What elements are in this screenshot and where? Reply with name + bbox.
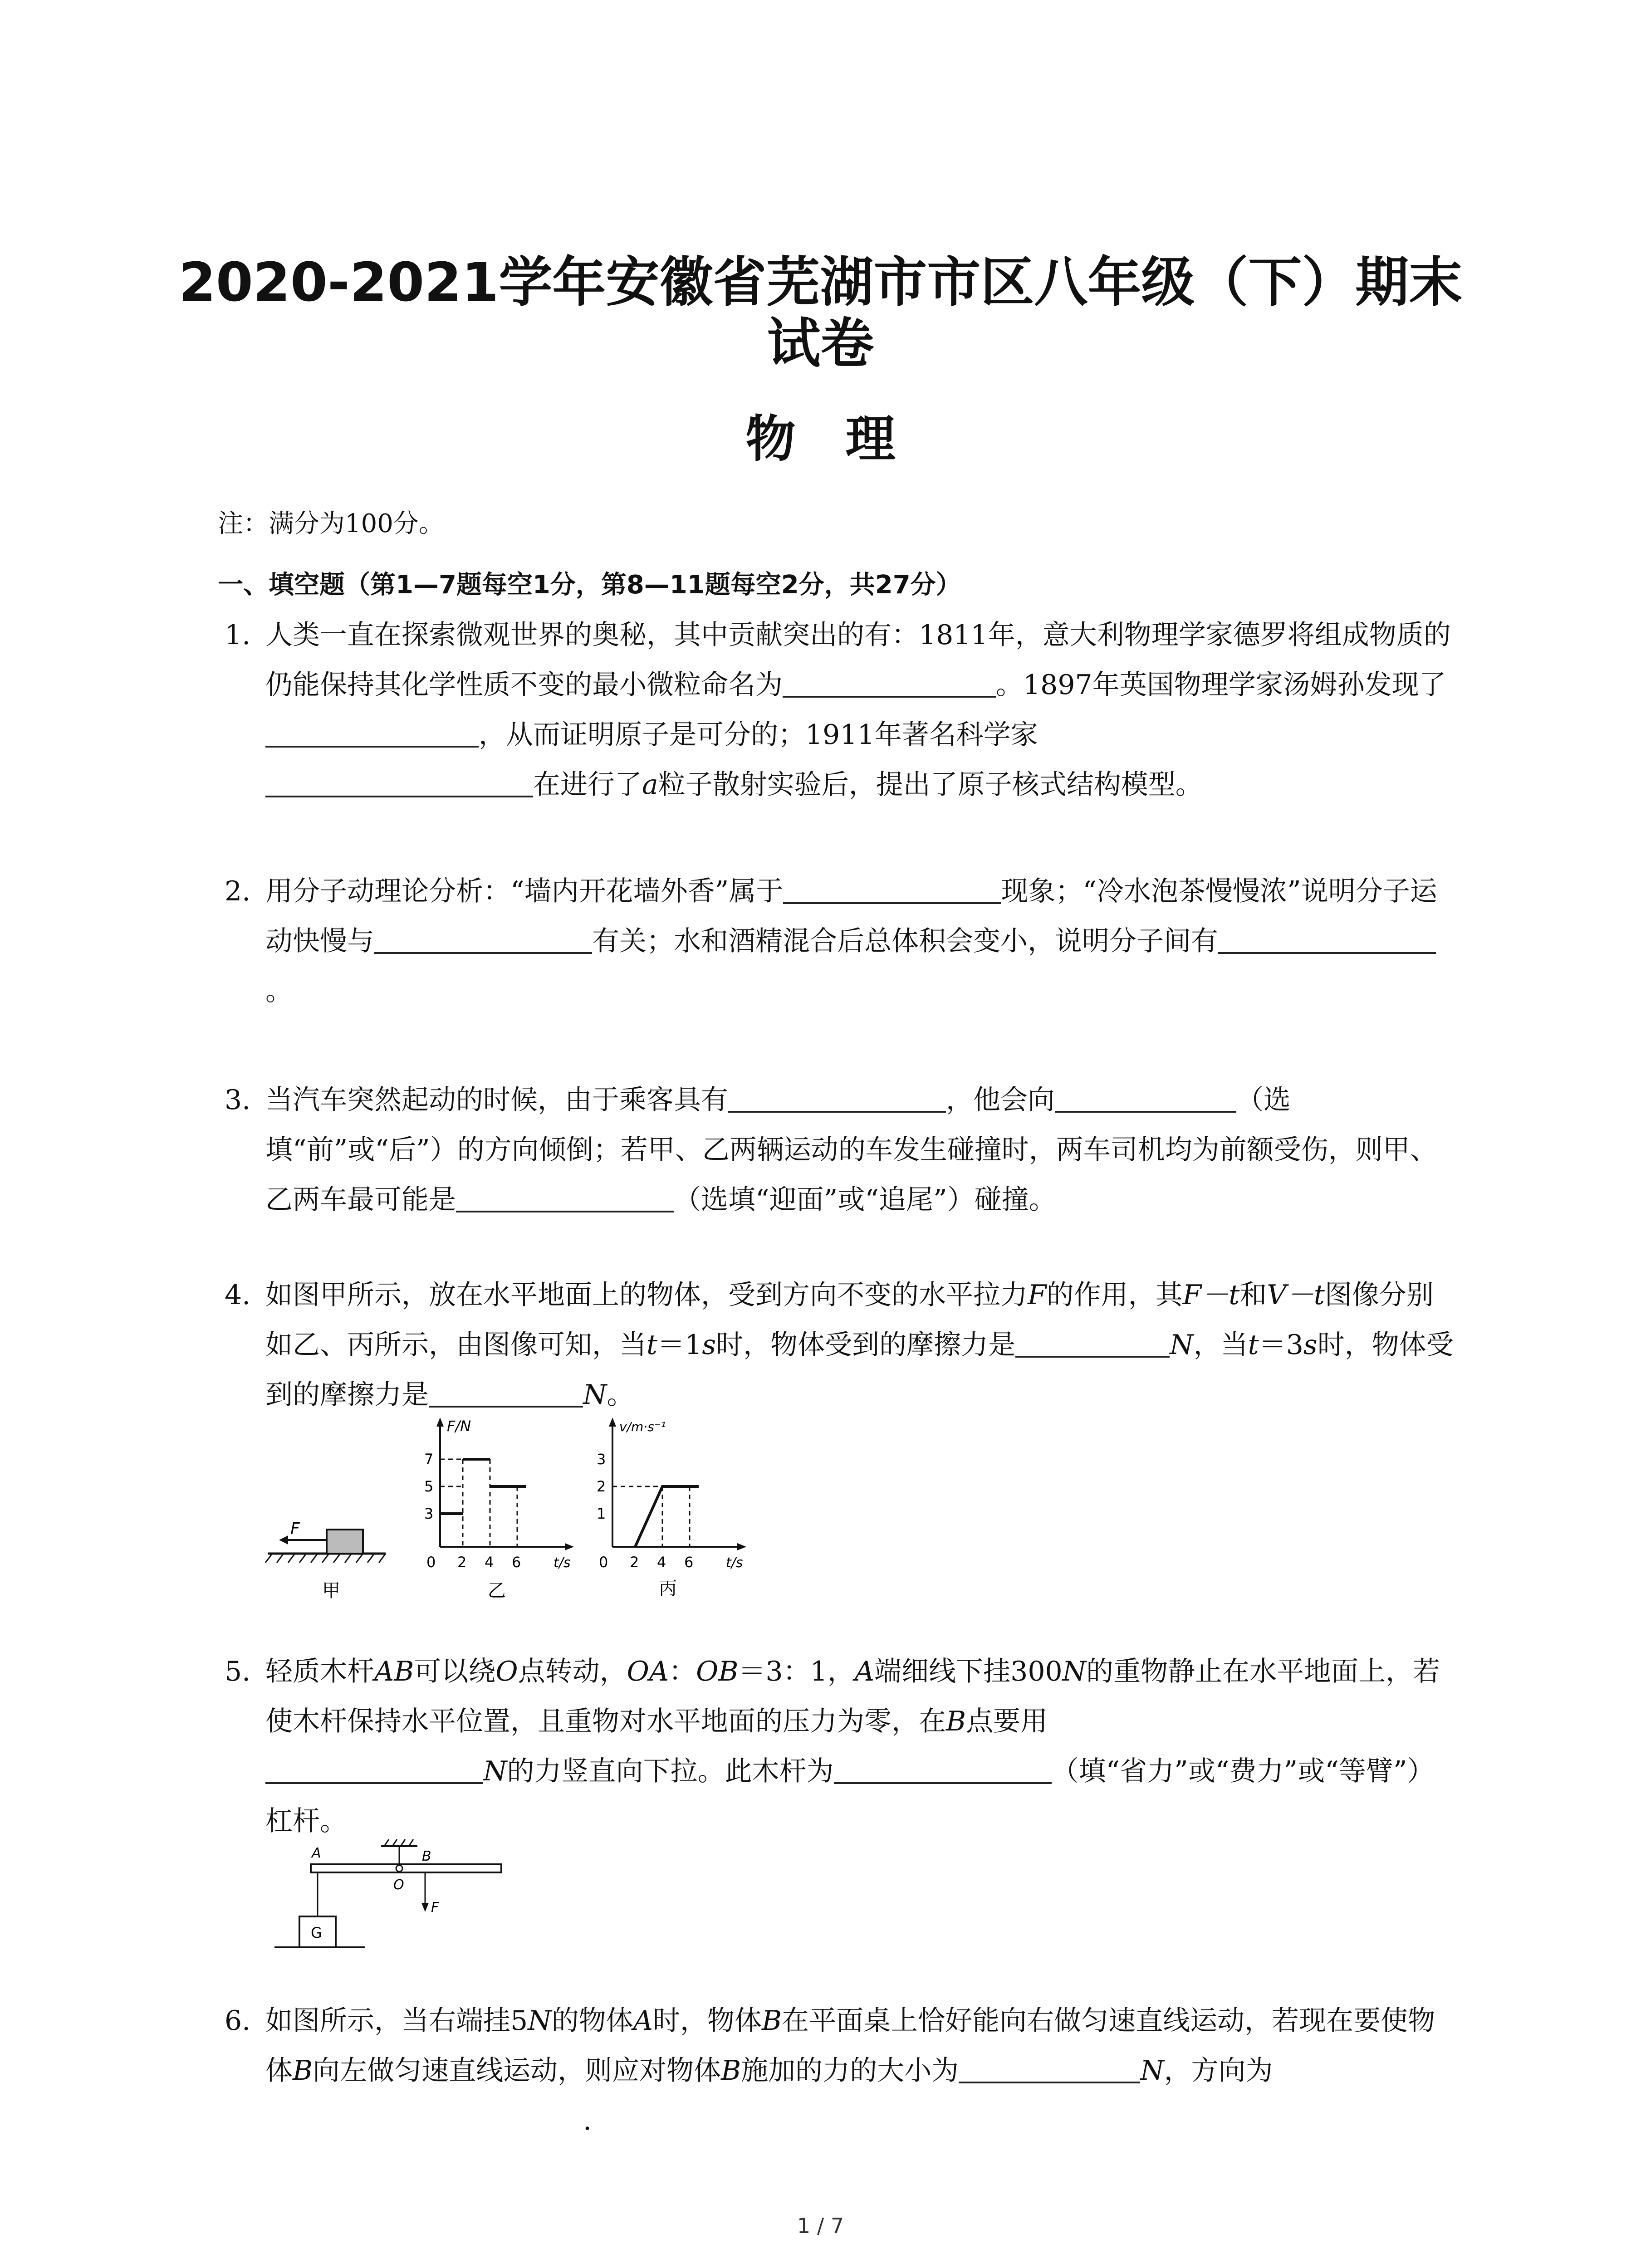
answer-blank[interactable]: [1055, 1084, 1236, 1113]
yi-x-axis-label: t/s: [554, 1555, 571, 1571]
question-3: [225, 1075, 1459, 1225]
answer-blank[interactable]: [265, 1755, 483, 1784]
figure-caption-bing: 丙: [659, 1578, 677, 1599]
question-text: 如图甲所示，放在水平地面上的物体，受到方向不变的水平拉力F的作用，其F－t和V－t图像分别如乙、丙所示，由图像可知，当t＝1s时，物体受到的摩擦力是 N，当t＝3s时，物体受到的摩擦力是 N。: [265, 1279, 1454, 1411]
answer-blank[interactable]: [728, 1084, 946, 1113]
question-text: 轻质木杆AB可以绕O点转动，OA：OB＝3：1，A端细线下挂300N的重物静止在水平地面上，若使木杆保持水平位置，且重物对水平地面的压力为零，在B点要用 N的力竖直向下拉。此木杆为 （填“省力”或“费力”或“等臂”）杠杆。: [265, 1656, 1440, 1837]
svg-text:4: 4: [485, 1554, 494, 1571]
figure-4-yi: [424, 1418, 574, 1601]
figure-caption-yi: 乙: [488, 1580, 506, 1601]
section-heading: 一、填空题（第1—7题每空1分，第8—11题每空2分，共27分）: [218, 570, 961, 600]
answer-blank[interactable]: [834, 1755, 1052, 1784]
answer-blank[interactable]: [456, 1183, 674, 1212]
svg-text:0: 0: [599, 1554, 608, 1571]
question-number: 3.: [225, 1084, 251, 1116]
weight-G-label: G: [311, 1924, 322, 1941]
svg-text:4: 4: [657, 1554, 666, 1571]
point-B-label: B: [422, 1848, 431, 1864]
question-number: 5.: [225, 1656, 251, 1687]
question-2: [225, 866, 1459, 1016]
yi-y-axis-label: F/N: [447, 1418, 471, 1435]
answer-blank[interactable]: [1015, 1329, 1170, 1358]
bing-y-axis-label: v/m·s⁻¹: [619, 1419, 666, 1434]
answer-blank[interactable]: [429, 1378, 583, 1408]
answer-blank[interactable]: [265, 719, 479, 748]
answer-blank[interactable]: [1218, 925, 1436, 954]
question-4: [225, 1270, 1459, 1420]
figure-4: [263, 1411, 808, 1601]
figure-caption-jia: 甲: [322, 1580, 340, 1601]
question-number: 6.: [225, 2005, 251, 2037]
svg-text:7: 7: [424, 1451, 434, 1468]
answer-blank[interactable]: [265, 768, 533, 797]
svg-text:2: 2: [630, 1554, 639, 1571]
question-number: 1.: [225, 619, 251, 651]
figure-5-lever: [265, 1837, 519, 1955]
svg-text:3: 3: [424, 1505, 434, 1522]
question-1: [225, 610, 1459, 810]
question-6: [225, 1996, 1459, 2146]
svg-text:6: 6: [512, 1554, 521, 1571]
answer-blank[interactable]: [783, 875, 1001, 904]
bing-x-axis-label: t/s: [726, 1555, 743, 1571]
question-text: 如图所示，当右端挂5N的物体A时，物体B在平面桌上恰好能向右做匀速直线运动，若现在要使物体B向左做匀速直线运动，则应对物体B施加的力的大小为 N，方向为.: [265, 2005, 1435, 2136]
svg-text:0: 0: [426, 1554, 436, 1571]
svg-text:3: 3: [597, 1451, 606, 1468]
question-text: 人类一直在探索微观世界的奥秘，其中贡献突出的有：1811年，意大利物理学家德罗将组成物质的仍能保持其化学性质不变的最小微粒命名为 。1897年英国物理学家汤姆孙发现了，从而证明原子是可分的；1911年著名科学家 在进行了a粒子散射实验后，提出了原子核式结构模型。: [265, 619, 1451, 801]
svg-text:1: 1: [597, 1505, 606, 1522]
svg-text:6: 6: [684, 1554, 694, 1571]
page-number: 1 / 7: [797, 2214, 844, 2238]
score-note: 注：满分为100分。: [218, 509, 444, 538]
point-O-label: O: [393, 1877, 404, 1893]
force-label: F: [290, 1520, 300, 1538]
question-number: 2.: [225, 875, 251, 907]
svg-text:2: 2: [457, 1554, 467, 1571]
answer-blank[interactable]: [959, 2054, 1140, 2083]
force-F-label: F: [431, 1900, 439, 1916]
point-A-label: A: [312, 1845, 321, 1861]
page-title: 2020-2021学年安徽省芜湖市市区八年级（下）期末试卷: [178, 251, 1463, 375]
question-text: 用分子动理论分析：“墙内开花墙外香”属于 现象；“冷水泡茶慢慢浓”说明分子运动快慢与 有关；水和酒精混合后总体积会变小，说明分子间有。: [265, 875, 1437, 1007]
question-text: 当汽车突然起动的时候，由于乘客具有 ，他会向 （选填“前”或“后”）的方向倾倒；若甲、乙两辆运动的车发生碰撞时，两车司机均为前额受伤，则甲、乙两车最可能是 （选填“迎面”或“追尾”）碰撞。: [265, 1084, 1437, 1216]
answer-blank[interactable]: [374, 925, 592, 954]
subject-heading: 物理: [745, 410, 945, 468]
figure-4-jia: [265, 1520, 386, 1601]
svg-text:5: 5: [424, 1478, 434, 1495]
svg-text:2: 2: [597, 1478, 606, 1495]
answer-blank[interactable]: [783, 669, 996, 698]
question-number: 4.: [225, 1279, 251, 1311]
figure-4-bing: [597, 1418, 746, 1599]
question-5: [225, 1647, 1459, 1846]
